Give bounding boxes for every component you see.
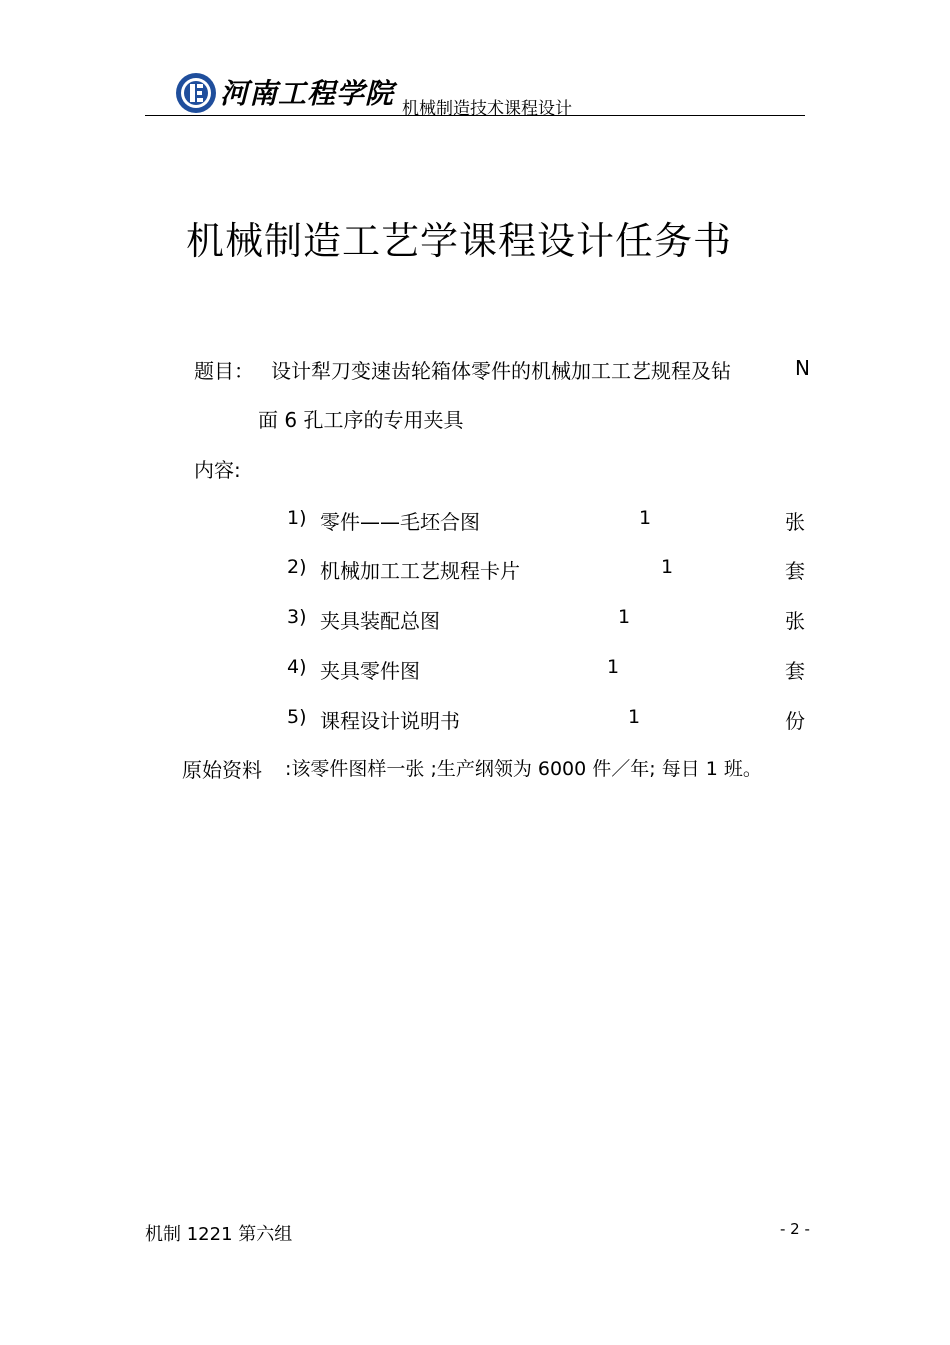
item-unit: 套 bbox=[785, 659, 805, 683]
subject-continuation: 面 6 孔工序的专用夹具 bbox=[258, 408, 464, 432]
page-number: - 2 - bbox=[780, 1220, 810, 1238]
item-number: 2) bbox=[287, 556, 307, 578]
subject-text: 设计犁刀变速齿轮箱体零件的机械加工工艺规程及钻 bbox=[271, 359, 731, 383]
item-unit: 张 bbox=[785, 510, 805, 534]
document-title: 机械制造工艺学课程设计任务书 bbox=[186, 219, 733, 263]
subject-trailing-letter: N bbox=[795, 356, 810, 380]
item-quantity: 1 bbox=[628, 706, 641, 728]
item-quantity: 1 bbox=[639, 507, 652, 529]
item-unit: 份 bbox=[785, 709, 805, 733]
item-name: 课程设计说明书 bbox=[320, 709, 460, 733]
item-unit: 套 bbox=[785, 559, 805, 583]
item-number: 4) bbox=[287, 656, 307, 678]
header-divider bbox=[145, 115, 805, 116]
item-quantity: 1 bbox=[661, 556, 674, 578]
course-name: 机械制造技术课程设计 bbox=[402, 99, 572, 119]
item-name: 夹具装配总图 bbox=[320, 609, 440, 633]
school-logo-icon bbox=[175, 72, 217, 114]
subject-label: 题目： bbox=[194, 359, 254, 383]
item-number: 1) bbox=[287, 507, 307, 529]
content-label: 内容: bbox=[194, 458, 241, 482]
item-unit: 张 bbox=[785, 609, 805, 633]
item-name: 机械加工工艺规程卡片 bbox=[320, 559, 520, 583]
item-number: 3) bbox=[287, 606, 307, 628]
item-number: 5) bbox=[287, 706, 307, 728]
item-quantity: 1 bbox=[607, 656, 620, 678]
source-label: 原始资料 bbox=[182, 758, 262, 782]
item-name: 夹具零件图 bbox=[320, 659, 420, 683]
item-quantity: 1 bbox=[618, 606, 631, 628]
footer-group: 机制 1221 第六组 bbox=[145, 1224, 293, 1245]
item-name: 零件——毛坯合图 bbox=[320, 510, 480, 534]
source-text: :该零件图样一张 ;生产纲领为 6000 件／年; 每日 1 班。 bbox=[285, 758, 762, 780]
school-name-logotype: 河南工程学院 bbox=[220, 77, 395, 110]
